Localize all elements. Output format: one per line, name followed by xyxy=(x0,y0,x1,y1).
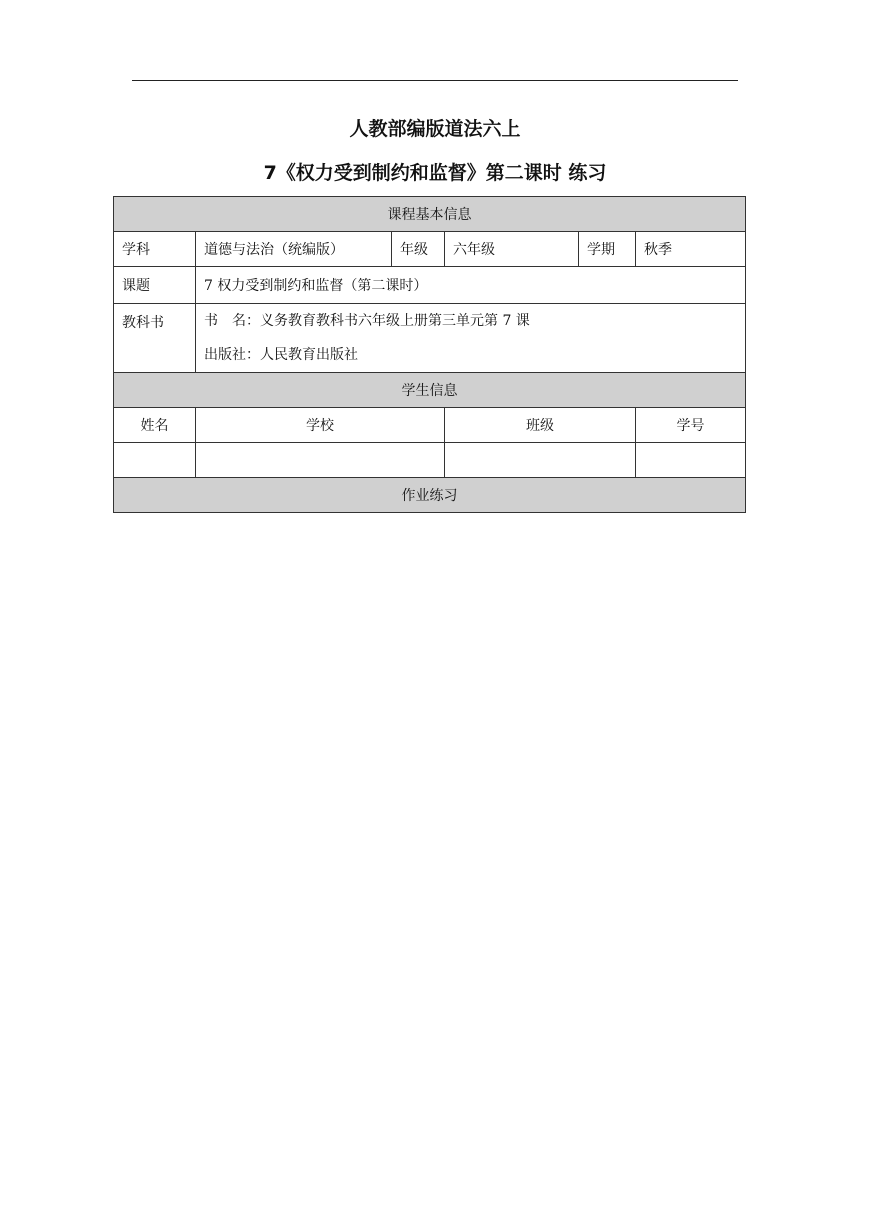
subject-label: 学科 xyxy=(114,232,196,267)
topic-label: 课题 xyxy=(114,267,196,304)
homework-header-row xyxy=(114,478,746,513)
student-id-header: 学号 xyxy=(636,408,746,443)
course-info-header-row xyxy=(114,197,746,232)
header-rule xyxy=(132,80,738,81)
student-class-header: 班级 xyxy=(445,408,636,443)
grade-value: 六年级 xyxy=(445,232,579,267)
student-school-header: 学校 xyxy=(196,408,445,443)
textbook-label: 教科书 xyxy=(114,304,196,373)
student-info-header-row xyxy=(114,373,746,408)
textbook-row xyxy=(114,304,746,373)
textbook-publisher: 出版社：人民教育出版社 xyxy=(204,347,358,363)
textbook-value xyxy=(196,304,746,373)
student-id-value[interactable] xyxy=(636,443,746,478)
subject-value: 道德与法治（统编版） xyxy=(196,232,392,267)
student-name-header: 姓名 xyxy=(114,408,196,443)
topic-row xyxy=(114,267,746,304)
student-columns-row xyxy=(114,408,746,443)
student-class-value[interactable] xyxy=(445,443,636,478)
course-info-section-title: 课程基本信息 xyxy=(114,197,746,232)
student-school-value[interactable] xyxy=(196,443,445,478)
student-values-row xyxy=(114,443,746,478)
homework-section-title: 作业练习 xyxy=(114,478,746,513)
grade-label: 年级 xyxy=(392,232,445,267)
document-title: 人教部编版道法六上 xyxy=(349,118,521,140)
textbook-name: 书 名：义务教育教科书六年级上册第三单元第 7 课 xyxy=(204,313,530,329)
term-value: 秋季 xyxy=(636,232,746,267)
course-info-table xyxy=(113,196,746,513)
subject-row xyxy=(114,232,746,267)
term-label: 学期 xyxy=(579,232,636,267)
topic-value: 7 权力受到制约和监督（第二课时） xyxy=(196,267,746,304)
lesson-subtitle: 7《权力受到制约和监督》第二课时 练习 xyxy=(263,162,607,184)
student-info-section-title: 学生信息 xyxy=(114,373,746,408)
student-name-value[interactable] xyxy=(114,443,196,478)
